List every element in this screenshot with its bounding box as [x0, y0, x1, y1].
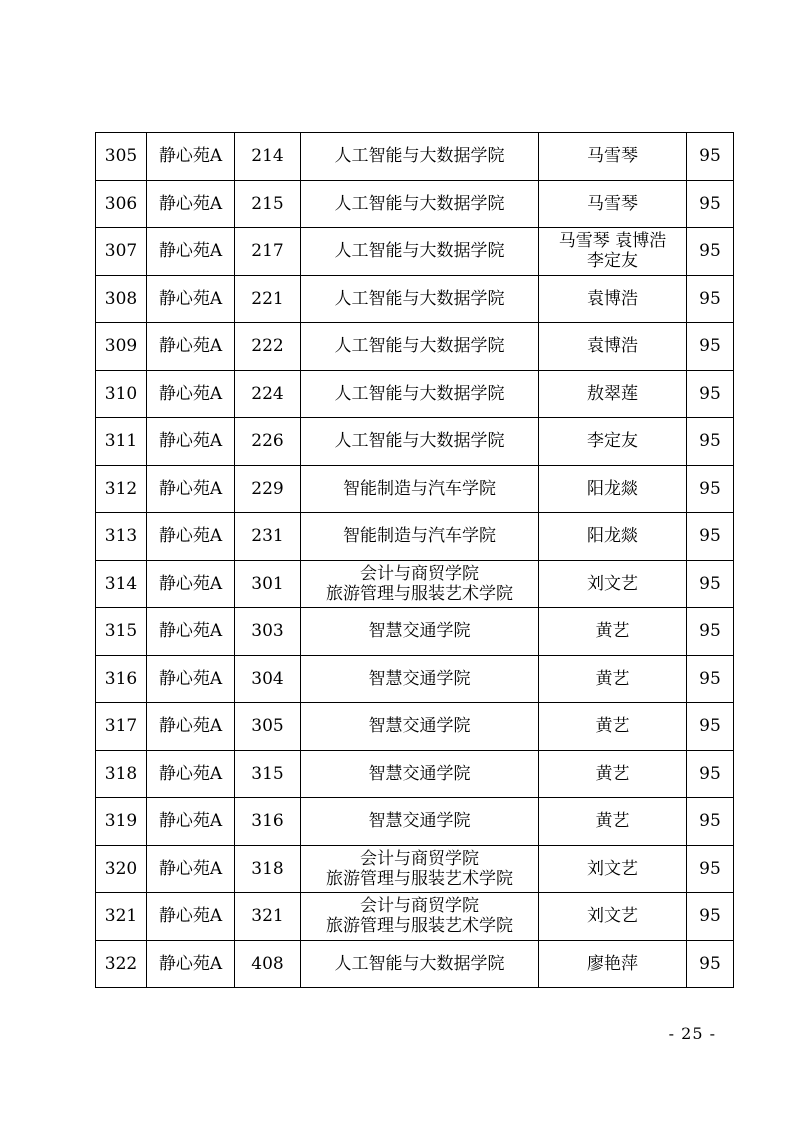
score-cell: 95: [687, 323, 734, 371]
score-cell: 95: [687, 940, 734, 988]
teacher-line: 袁博浩: [587, 288, 638, 309]
room-number-cell: 321: [235, 893, 301, 941]
table-body: [96, 133, 734, 988]
college-line: 智慧交通学院: [368, 763, 471, 784]
building-cell: 静心苑A: [147, 560, 235, 608]
row-number-cell: 305: [96, 133, 147, 181]
teacher-cell: [539, 370, 687, 418]
teacher-line: 马雪琴: [587, 146, 638, 167]
score-cell: 95: [687, 180, 734, 228]
building-cell: 静心苑A: [147, 845, 235, 893]
row-number-cell: 312: [96, 465, 147, 513]
room-number-cell: 215: [235, 180, 301, 228]
teacher-cell: [539, 228, 687, 276]
teacher-line: 黄艺: [595, 763, 630, 784]
teacher-cell: [539, 798, 687, 846]
college-line: 旅游管理与服装艺术学院: [326, 868, 513, 889]
score-cell: 95: [687, 845, 734, 893]
room-number-cell: 229: [235, 465, 301, 513]
college-line: 人工智能与大数据学院: [334, 431, 505, 452]
table-row: [96, 228, 734, 276]
room-number-cell: 214: [235, 133, 301, 181]
room-number-cell: 222: [235, 323, 301, 371]
score-cell: 95: [687, 655, 734, 703]
score-cell: 95: [687, 703, 734, 751]
teacher-cell: [539, 418, 687, 466]
college-line: 智慧交通学院: [368, 668, 471, 689]
row-number-cell: 309: [96, 323, 147, 371]
teacher-line: 阳龙燚: [587, 526, 638, 547]
table-row: [96, 513, 734, 561]
college-line: 人工智能与大数据学院: [334, 383, 505, 404]
college-cell: [301, 418, 539, 466]
room-number-cell: 318: [235, 845, 301, 893]
score-cell: 95: [687, 275, 734, 323]
row-number-cell: 306: [96, 180, 147, 228]
college-line: 会计与商贸学院: [360, 896, 479, 917]
teacher-line: 刘文艺: [587, 573, 638, 594]
row-number-cell: 317: [96, 703, 147, 751]
table-row: [96, 608, 734, 656]
teacher-line: 黄艺: [595, 811, 630, 832]
college-cell: [301, 608, 539, 656]
score-cell: 95: [687, 228, 734, 276]
teacher-cell: [539, 893, 687, 941]
building-cell: 静心苑A: [147, 180, 235, 228]
college-cell: [301, 275, 539, 323]
teacher-cell: [539, 608, 687, 656]
table-row: [96, 465, 734, 513]
college-cell: [301, 940, 539, 988]
teacher-line: 黄艺: [595, 621, 630, 642]
row-number-cell: 313: [96, 513, 147, 561]
score-cell: 95: [687, 513, 734, 561]
room-number-cell: 316: [235, 798, 301, 846]
row-number-cell: 321: [96, 893, 147, 941]
college-line: 智能制造与汽车学院: [343, 478, 496, 499]
college-line: 人工智能与大数据学院: [334, 336, 505, 357]
college-line: 智慧交通学院: [368, 716, 471, 737]
college-line: 人工智能与大数据学院: [334, 146, 505, 167]
teacher-cell: [539, 465, 687, 513]
table-row: [96, 275, 734, 323]
college-line: 人工智能与大数据学院: [334, 241, 505, 262]
score-cell: 95: [687, 560, 734, 608]
teacher-cell: [539, 133, 687, 181]
table-row: [96, 750, 734, 798]
college-line: 智慧交通学院: [368, 621, 471, 642]
room-number-cell: 315: [235, 750, 301, 798]
score-cell: 95: [687, 893, 734, 941]
teacher-cell: [539, 560, 687, 608]
college-line: 人工智能与大数据学院: [334, 288, 505, 309]
teacher-line: 阳龙燚: [587, 478, 638, 499]
table-row: [96, 133, 734, 181]
building-cell: 静心苑A: [147, 370, 235, 418]
row-number-cell: 319: [96, 798, 147, 846]
row-number-cell: 308: [96, 275, 147, 323]
page-number: - 25 -: [668, 1024, 716, 1043]
row-number-cell: 315: [96, 608, 147, 656]
score-cell: 95: [687, 133, 734, 181]
teacher-line: 马雪琴 袁博浩: [558, 231, 667, 252]
score-cell: 95: [687, 418, 734, 466]
teacher-line: 刘文艺: [587, 906, 638, 927]
table-row: [96, 893, 734, 941]
row-number-cell: 316: [96, 655, 147, 703]
table-row: [96, 418, 734, 466]
table-row: [96, 798, 734, 846]
building-cell: 静心苑A: [147, 655, 235, 703]
college-line: 旅游管理与服装艺术学院: [326, 583, 513, 604]
college-cell: [301, 133, 539, 181]
building-cell: 静心苑A: [147, 798, 235, 846]
college-line: 人工智能与大数据学院: [334, 193, 505, 214]
building-cell: 静心苑A: [147, 513, 235, 561]
teacher-cell: [539, 703, 687, 751]
college-cell: [301, 228, 539, 276]
room-number-cell: 301: [235, 560, 301, 608]
table-row: [96, 323, 734, 371]
row-number-cell: 314: [96, 560, 147, 608]
college-line: 会计与商贸学院: [360, 563, 479, 584]
row-number-cell: 310: [96, 370, 147, 418]
teacher-cell: [539, 655, 687, 703]
table-row: [96, 180, 734, 228]
score-cell: 95: [687, 465, 734, 513]
teacher-line: 袁博浩: [587, 336, 638, 357]
college-cell: [301, 703, 539, 751]
room-number-cell: 305: [235, 703, 301, 751]
table-row: [96, 703, 734, 751]
building-cell: 静心苑A: [147, 133, 235, 181]
teacher-line: 刘文艺: [587, 858, 638, 879]
college-cell: [301, 370, 539, 418]
building-cell: 静心苑A: [147, 893, 235, 941]
room-number-cell: 217: [235, 228, 301, 276]
table-row: [96, 370, 734, 418]
score-cell: 95: [687, 608, 734, 656]
college-cell: [301, 798, 539, 846]
building-cell: 静心苑A: [147, 750, 235, 798]
college-cell: [301, 513, 539, 561]
teacher-cell: [539, 845, 687, 893]
college-cell: [301, 750, 539, 798]
teacher-cell: [539, 323, 687, 371]
row-number-cell: 307: [96, 228, 147, 276]
college-cell: [301, 560, 539, 608]
room-number-cell: 231: [235, 513, 301, 561]
college-line: 智慧交通学院: [368, 811, 471, 832]
college-cell: [301, 655, 539, 703]
teacher-line: 马雪琴: [587, 193, 638, 214]
teacher-line: 李定友: [587, 431, 638, 452]
room-number-cell: 224: [235, 370, 301, 418]
building-cell: 静心苑A: [147, 275, 235, 323]
dormitory-score-table: [95, 132, 734, 988]
row-number-cell: 311: [96, 418, 147, 466]
teacher-line: 黄艺: [595, 716, 630, 737]
score-cell: 95: [687, 750, 734, 798]
college-cell: [301, 893, 539, 941]
building-cell: 静心苑A: [147, 703, 235, 751]
table-row: [96, 560, 734, 608]
teacher-line: 廖艳萍: [587, 953, 638, 974]
college-line: 会计与商贸学院: [360, 848, 479, 869]
college-line: 人工智能与大数据学院: [334, 953, 505, 974]
teacher-line: 黄艺: [595, 668, 630, 689]
room-number-cell: 226: [235, 418, 301, 466]
college-cell: [301, 180, 539, 228]
building-cell: 静心苑A: [147, 608, 235, 656]
table-row: [96, 845, 734, 893]
teacher-line: 李定友: [587, 251, 638, 272]
table-row: [96, 655, 734, 703]
room-number-cell: 221: [235, 275, 301, 323]
building-cell: 静心苑A: [147, 418, 235, 466]
building-cell: 静心苑A: [147, 465, 235, 513]
teacher-cell: [539, 750, 687, 798]
building-cell: 静心苑A: [147, 323, 235, 371]
college-line: 旅游管理与服装艺术学院: [326, 916, 513, 937]
college-cell: [301, 845, 539, 893]
score-cell: 95: [687, 798, 734, 846]
college-cell: [301, 465, 539, 513]
row-number-cell: 318: [96, 750, 147, 798]
college-line: 智能制造与汽车学院: [343, 526, 496, 547]
teacher-line: 敖翠莲: [587, 383, 638, 404]
room-number-cell: 408: [235, 940, 301, 988]
row-number-cell: 320: [96, 845, 147, 893]
college-cell: [301, 323, 539, 371]
room-number-cell: 303: [235, 608, 301, 656]
teacher-cell: [539, 513, 687, 561]
room-number-cell: 304: [235, 655, 301, 703]
building-cell: 静心苑A: [147, 940, 235, 988]
teacher-cell: [539, 180, 687, 228]
teacher-cell: [539, 275, 687, 323]
teacher-cell: [539, 940, 687, 988]
table-row: [96, 940, 734, 988]
row-number-cell: 322: [96, 940, 147, 988]
building-cell: 静心苑A: [147, 228, 235, 276]
score-cell: 95: [687, 370, 734, 418]
